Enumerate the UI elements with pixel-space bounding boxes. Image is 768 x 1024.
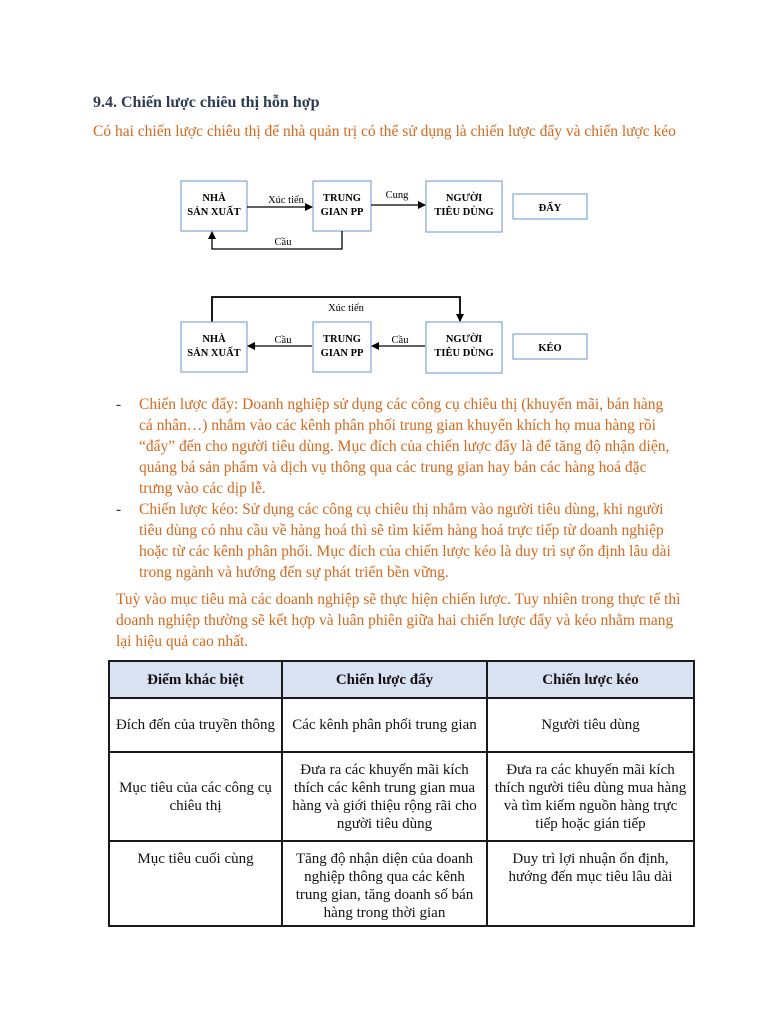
conclusion-paragraph: Tuỳ vào mục tiêu mà các doanh nghiệp sẽ thực hiện chiến lược. Tuy nhiên trong thực tế thì doanh nghiệp thường sẽ kết hợp và luân phiên giữa hai chiến lược đẩy và kéo nhằm mang lại hiệu quả cao nhất.	[116, 591, 681, 650]
bullet-text: Chiến lược kéo: Sử dụng các công cụ chiêu thị nhắm vào người tiêu dùng, khi người tiêu dùng có nhu cầu về hàng hoá thì sẽ tìm kiếm hàng hoá trực tiếp từ doanh nghiệp hoặc từ các kênh phân phối. Mục đích của chiến lược kéo là duy trì sự ổn định lâu dài trong ngành và hướng đến sự phát triển bền vững.	[139, 501, 671, 581]
bullet-dash: -	[116, 396, 122, 413]
strategy-bullet-list	[116, 394, 676, 583]
list-item	[116, 394, 676, 499]
intro-text: Có hai chiến lược chiêu thị để nhà quản trị có thể sử dụng là chiến lược đẩy và chiến lược kéo	[93, 123, 676, 140]
pull-producer-label-1: NHÀ	[202, 334, 226, 345]
pull-middle-box	[313, 322, 371, 372]
pull-producer-box	[181, 322, 247, 372]
pull-consumer-label-1: NGƯỜI	[445, 334, 483, 345]
table-header: Điểm khác biệt	[109, 661, 282, 698]
table-header-row	[109, 661, 694, 698]
table-cell: Tăng độ nhận diện của doanh nghiệp thông qua các kênh trung gian, tăng doanh số bán hàng trong thời gian	[282, 841, 487, 926]
push-middle-label-1: TRUNG	[323, 193, 361, 204]
push-producer-label-2: SẢN XUẤT	[187, 207, 241, 218]
push-consumer-label-1: NGƯỜI	[445, 193, 483, 204]
push-label-demand: Cầu	[274, 237, 292, 248]
bullet-dash: -	[116, 501, 122, 518]
push-diagram	[181, 181, 587, 249]
pull-label-demand-1: Cầu	[274, 335, 292, 346]
bullet-text: Chiến lược đẩy: Doanh nghiệp sử dụng các công cụ chiêu thị (khuyến mãi, bán hàng cá nhân…) nhắm vào các kênh phân phối trung gian khuyến khích họ mua hàng rồi “đẩy” đến cho người tiêu dùng. Mục đích của chiến lược đẩy là để tăng độ nhận diện, quảng bá sản phẩm và dịch vụ thông qua các trung gian hay bán các hàng hoá đặc trưng vào các dịp lễ.	[139, 396, 670, 497]
push-label-promo: Xúc tiến	[268, 195, 304, 206]
table-row	[109, 698, 694, 752]
table-cell: Đưa ra các khuyến mãi kích thích các kênh trung gian mua hàng và giới thiệu rộng rãi cho người tiêu dùng	[282, 752, 487, 841]
push-producer-box	[181, 181, 247, 231]
pull-label-demand-2: Cầu	[391, 335, 409, 346]
pull-consumer-label-2: TIÊU DÙNG	[434, 348, 494, 359]
table-cell: Người tiêu dùng	[487, 698, 694, 752]
table-cell: Đích đến của truyền thông	[109, 698, 282, 752]
table-row	[109, 841, 694, 926]
pull-producer-label-2: SẢN XUẤT	[187, 348, 241, 359]
push-middle-label-2: GIAN PP	[320, 207, 364, 218]
table-cell: Mục tiêu cuối cùng	[109, 841, 282, 926]
table-cell: Đưa ra các khuyến mãi kích thích người tiêu dùng mua hàng và tìm kiếm nguồn hàng trực tiếp hoặc gián tiếp	[487, 752, 694, 841]
table-cell: Duy trì lợi nhuận ổn định, hướng đến mục tiêu lâu dài	[487, 841, 694, 926]
table-cell: Mục tiêu của các công cụ chiêu thị	[109, 752, 282, 841]
table-header: Chiến lược đẩy	[282, 661, 487, 698]
push-label-supply: Cung	[385, 190, 409, 201]
push-middle-box	[313, 181, 371, 231]
list-item	[116, 499, 676, 583]
push-tag: ĐẨY	[538, 203, 562, 214]
pull-tag: KÉO	[538, 343, 562, 354]
pull-middle-label-1: TRUNG	[323, 334, 361, 345]
push-consumer-label-2: TIÊU DÙNG	[434, 207, 494, 218]
table-header: Chiến lược kéo	[487, 661, 694, 698]
table-cell: Các kênh phân phối trung gian	[282, 698, 487, 752]
table-row	[109, 752, 694, 841]
comparison-table	[108, 660, 695, 927]
push-producer-label-1: NHÀ	[202, 193, 226, 204]
section-heading: 9.4. Chiến lược chiêu thị hỗn hợp	[93, 94, 320, 111]
strategy-diagram	[0, 0, 768, 380]
pull-diagram	[181, 297, 587, 373]
pull-middle-label-2: GIAN PP	[320, 348, 364, 359]
pull-label-promo: Xúc tiến	[328, 303, 364, 314]
